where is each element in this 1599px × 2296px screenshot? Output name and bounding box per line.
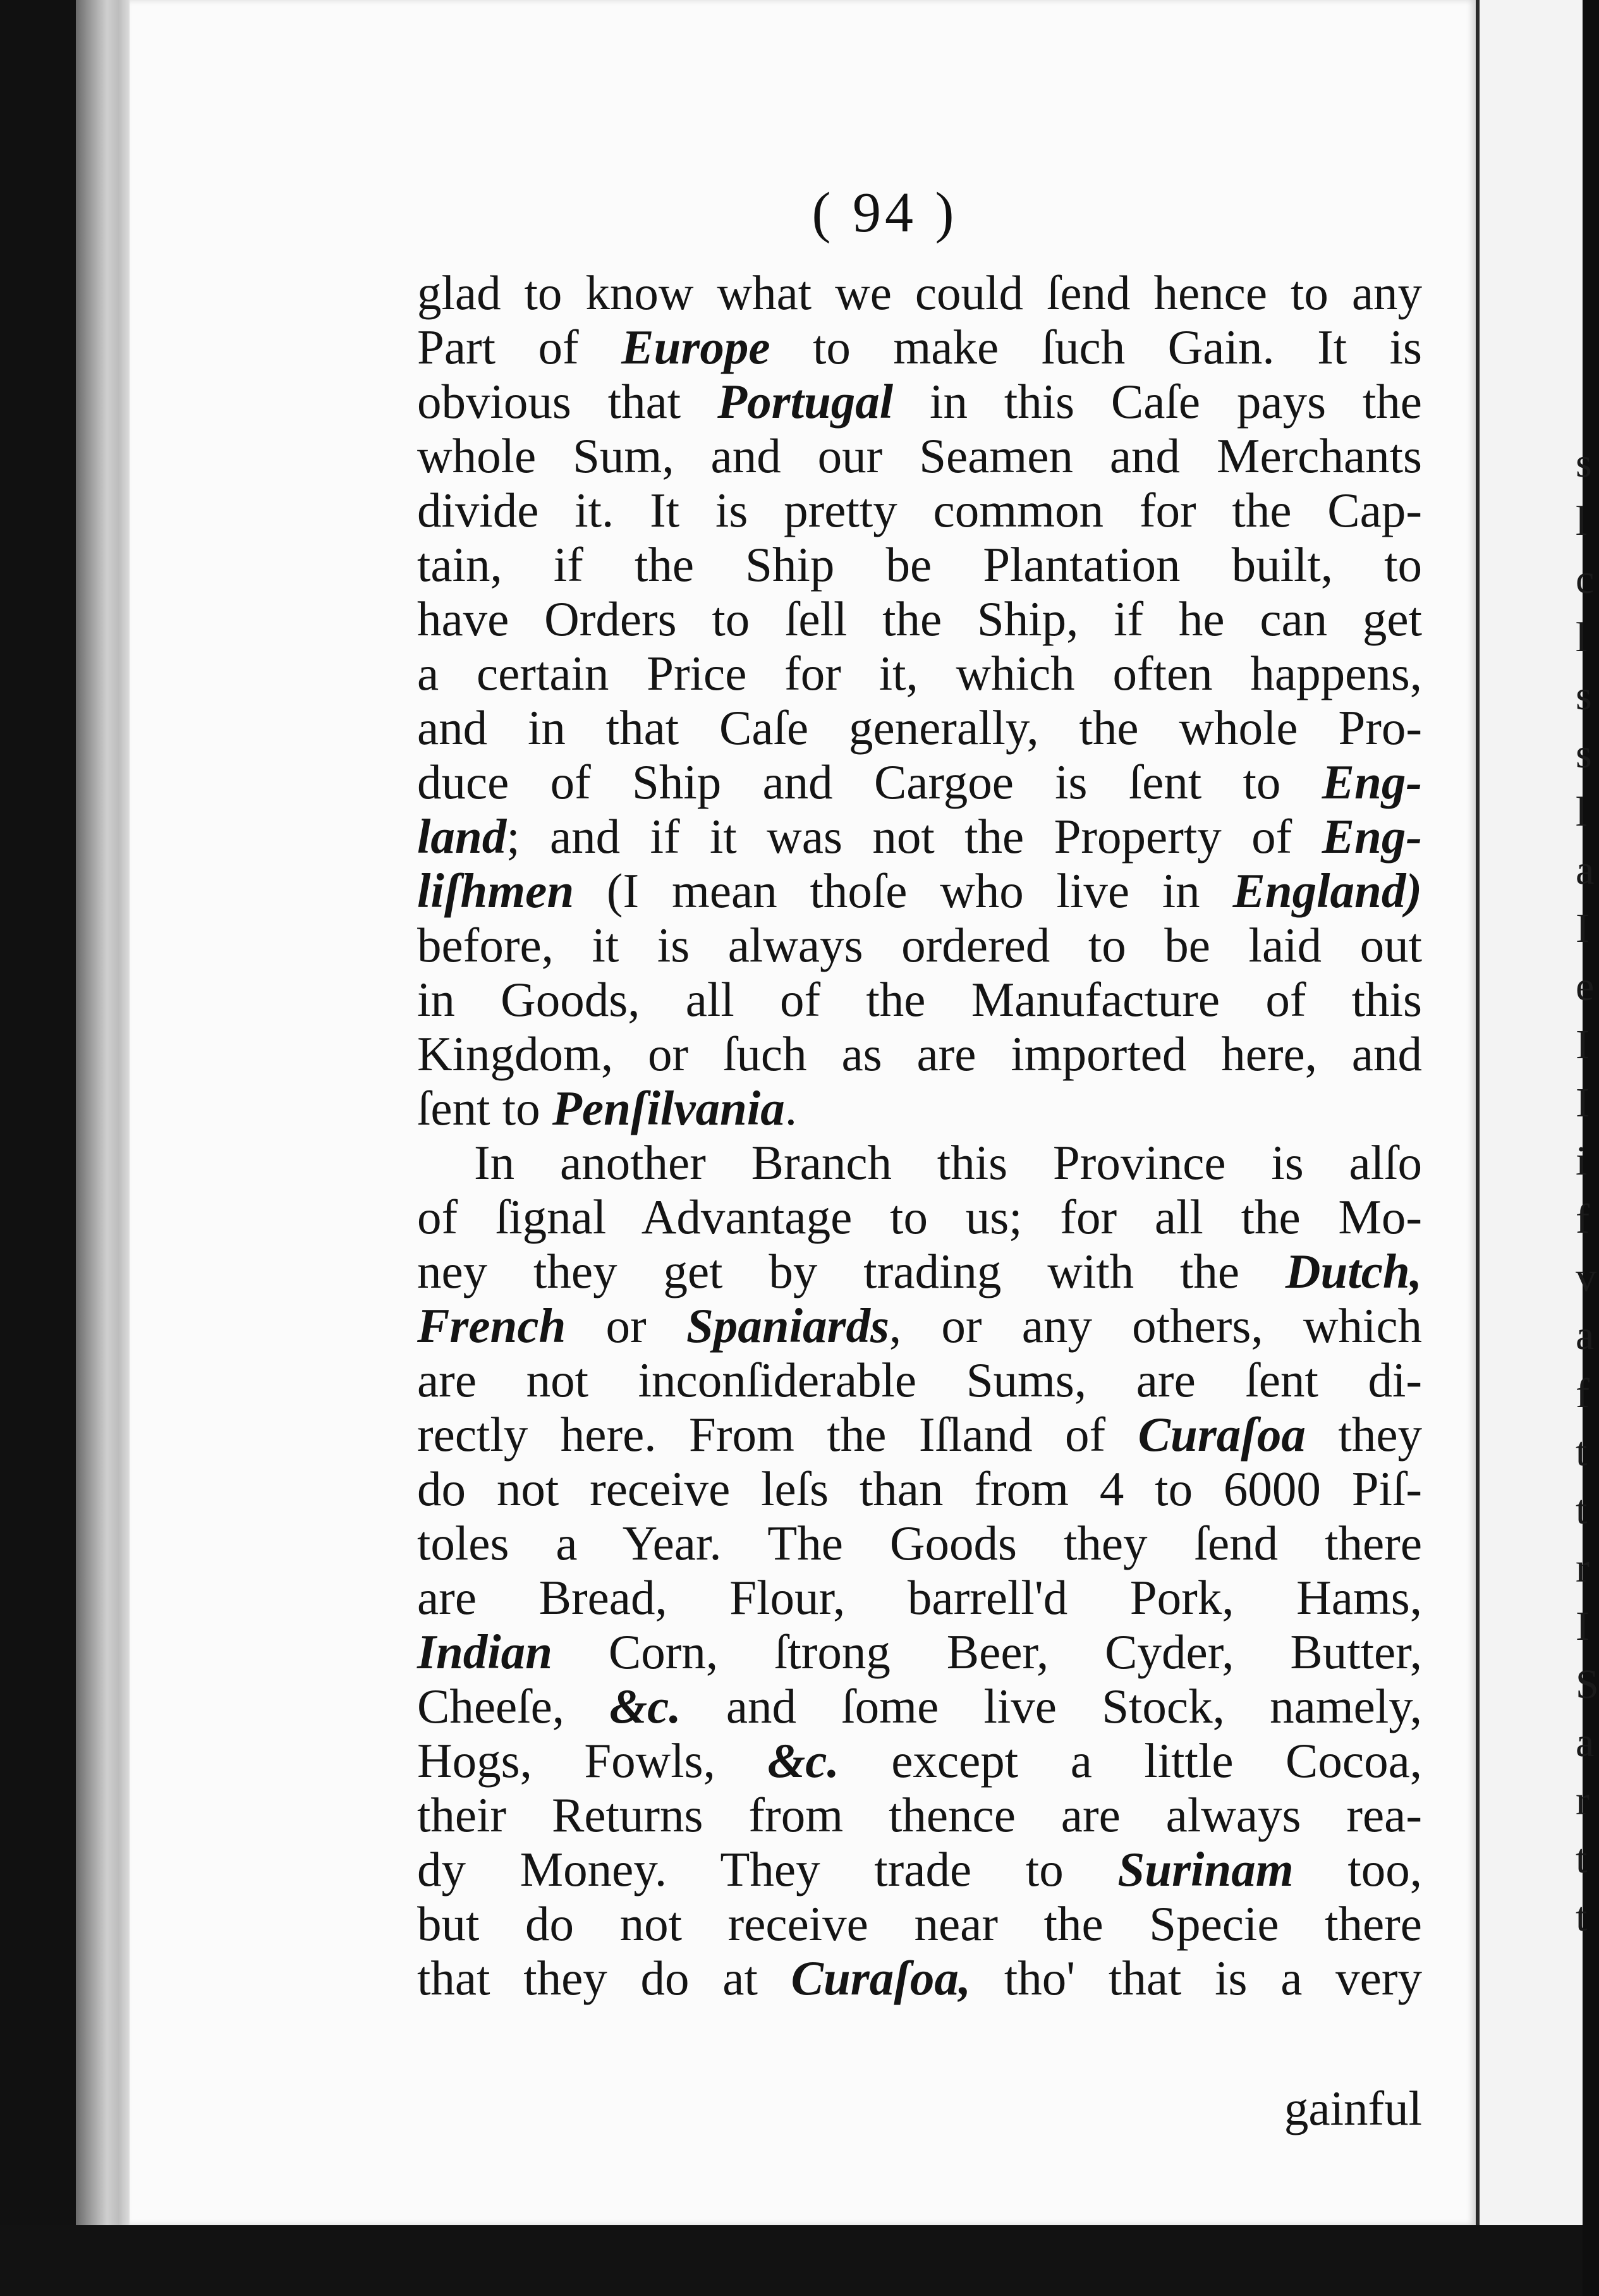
text-run: in this Caſe pays the	[893, 374, 1422, 429]
text-run: or	[566, 1298, 686, 1353]
facing-page-letter: l	[1576, 614, 1588, 661]
text-run: ; and if it was not the Property of	[506, 809, 1322, 864]
text-line	[417, 1788, 1422, 1842]
italic-word: Curaſoa,	[791, 1951, 971, 2005]
facing-page-letter: l	[1576, 789, 1588, 835]
facing-page-letter: s	[1576, 731, 1592, 777]
text-line	[417, 972, 1422, 1027]
facing-page-letter: I	[1576, 1080, 1590, 1126]
text-line	[417, 374, 1422, 429]
facing-page-letter: I	[1576, 905, 1590, 951]
text-run: a certain Price for it, which often happens,	[417, 646, 1422, 700]
italic-word: Dutch,	[1285, 1244, 1422, 1298]
text-line	[417, 1679, 1422, 1733]
text-line	[417, 755, 1422, 809]
text-line	[417, 266, 1422, 320]
catchword: gainful	[1284, 2081, 1422, 2135]
text-line	[417, 1896, 1422, 1951]
text-run: have Orders to ſell the Ship, if he can get	[417, 592, 1422, 646]
text-line	[417, 1298, 1422, 1353]
text-line	[417, 809, 1422, 864]
text-run: rectly here. From the Iſland of	[417, 1407, 1138, 1462]
text-line	[417, 646, 1422, 700]
text-line	[417, 320, 1422, 374]
text-run: Kingdom, or ſuch as are imported here, and	[417, 1027, 1422, 1081]
italic-word: French	[417, 1298, 566, 1353]
scan-bottom-edge	[0, 2225, 1583, 2296]
italic-word: Eng-	[1322, 755, 1422, 809]
text-run: Hogs, Fowls,	[417, 1733, 768, 1788]
facing-page-letter: I	[1576, 1022, 1590, 1068]
page-number: ( 94 )	[812, 181, 958, 244]
italic-word: &c.	[609, 1679, 681, 1733]
text-line	[417, 1244, 1422, 1298]
text-run: ſent to	[417, 1081, 552, 1135]
facing-page-letter: l	[1576, 498, 1588, 544]
text-line	[417, 1625, 1422, 1679]
text-line	[417, 1190, 1422, 1244]
text-run: obvious that	[417, 374, 718, 429]
text-run: tain, if the Ship be Plantation built, to	[417, 537, 1422, 592]
italic-word: Spaniards	[686, 1298, 889, 1353]
text-line	[417, 1407, 1422, 1462]
text-line	[417, 1462, 1422, 1516]
text-run: to make ſuch Gain. It is	[770, 320, 1422, 374]
text-line	[417, 1842, 1422, 1896]
facing-page-letter: r	[1576, 1778, 1590, 1824]
facing-page-letter: S	[1576, 1661, 1599, 1707]
text-run: duce of Ship and Cargoe is ſent to	[417, 755, 1322, 809]
text-run: .	[784, 1081, 797, 1135]
text-line	[417, 864, 1422, 918]
text-run: in Goods, all of the Manufacture of this	[417, 972, 1422, 1027]
facing-page-letter: s	[1576, 673, 1592, 719]
facing-page-letter: t	[1576, 1894, 1588, 1940]
italic-word: England)	[1232, 864, 1422, 918]
scan-background	[0, 0, 76, 2296]
italic-word: Surinam	[1117, 1842, 1294, 1896]
italic-word: Eng-	[1322, 809, 1422, 864]
facing-page-letter: v	[1576, 1254, 1596, 1300]
text-run: whole Sum, and our Seamen and Merchants	[417, 429, 1422, 483]
text-run: dy Money. They trade to	[417, 1842, 1118, 1896]
text-run: In another Branch this Province is alſo	[474, 1135, 1422, 1190]
text-line	[417, 483, 1422, 537]
text-run: glad to know what we could ſend hence to any	[417, 266, 1422, 320]
text-run: they	[1305, 1407, 1422, 1462]
text-line	[417, 1733, 1422, 1788]
facing-page-letter: i	[1576, 1138, 1588, 1184]
text-run: and ſome live Stock, namely,	[681, 1679, 1422, 1733]
text-run: divide it. It is pretty common for the Cap-	[417, 483, 1422, 537]
text-line	[417, 537, 1422, 592]
facing-page-letter: a	[1576, 1312, 1595, 1359]
text-run: of ſignal Advantage to us; for all the Mo-	[417, 1190, 1422, 1244]
facing-page-letter: t	[1576, 1429, 1588, 1475]
text-run: before, it is always ordered to be laid out	[417, 918, 1422, 972]
text-line	[417, 1951, 1422, 2005]
facing-page-letter: r	[1576, 1545, 1590, 1591]
catchword-block	[417, 2081, 1422, 2135]
facing-page-letter: s	[1576, 440, 1592, 486]
facing-page-letter: f	[1576, 1371, 1590, 1417]
italic-word: Curaſoa	[1138, 1407, 1306, 1462]
facing-page-letter: a	[1576, 847, 1595, 893]
facing-page-edge	[1476, 0, 1599, 2225]
text-run: are not inconſiderable Sums, are ſent di-	[417, 1353, 1422, 1407]
italic-word: Penſilvania	[552, 1081, 785, 1135]
text-run: Cheeſe,	[417, 1679, 610, 1733]
text-run: but do not receive near the Specie there	[417, 1896, 1422, 1951]
italic-word: &c.	[767, 1733, 839, 1788]
facing-page-letter: I	[1576, 1603, 1590, 1649]
italic-word: liſhmen	[417, 864, 575, 918]
facing-page-letter: t	[1576, 1487, 1588, 1533]
facing-page-letter: t	[1576, 1836, 1588, 1882]
italic-word: land	[417, 809, 507, 864]
text-run: do not receive leſs than from 4 to 6000 Piſ-	[417, 1462, 1422, 1516]
text-run: are Bread, Flour, barrell'd Pork, Hams,	[417, 1570, 1422, 1625]
italic-word: Indian	[417, 1625, 553, 1679]
text-run: , or any others, which	[889, 1298, 1422, 1353]
text-line	[417, 1135, 1422, 1190]
text-line	[417, 429, 1422, 483]
text-run: Part of	[417, 320, 622, 374]
facing-page-letter: c	[1576, 556, 1595, 602]
text-line	[417, 1353, 1422, 1407]
text-line	[417, 1027, 1422, 1081]
facing-page-letter: f	[1576, 1196, 1590, 1242]
text-line	[417, 1516, 1422, 1570]
text-line	[417, 1081, 1422, 1135]
text-line	[417, 1570, 1422, 1625]
text-run: their Returns from thence are always rea-	[417, 1788, 1422, 1842]
text-run: and in that Caſe generally, the whole Pro-	[417, 700, 1422, 755]
text-run: except a little Cocoa,	[839, 1733, 1422, 1788]
text-run: toles a Year. The Goods they ſend there	[417, 1516, 1422, 1570]
body-text	[417, 266, 1422, 2005]
text-line	[417, 700, 1422, 755]
text-run: that they do at	[417, 1951, 791, 2005]
text-run: too,	[1293, 1842, 1422, 1896]
facing-page-letter: a	[1576, 1719, 1595, 1766]
text-run: (I mean thoſe who live in	[574, 864, 1233, 918]
text-line	[417, 918, 1422, 972]
page-gutter	[76, 0, 133, 2225]
text-run: Corn, ſtrong Beer, Cyder, Butter,	[552, 1625, 1422, 1679]
italic-word: Portugal	[717, 374, 894, 429]
text-run: ney they get by trading with the	[417, 1244, 1286, 1298]
text-run: tho' that is a very	[971, 1951, 1422, 2005]
text-line	[417, 592, 1422, 646]
italic-word: Europe	[621, 320, 770, 374]
facing-page-letter: e	[1576, 963, 1595, 1010]
